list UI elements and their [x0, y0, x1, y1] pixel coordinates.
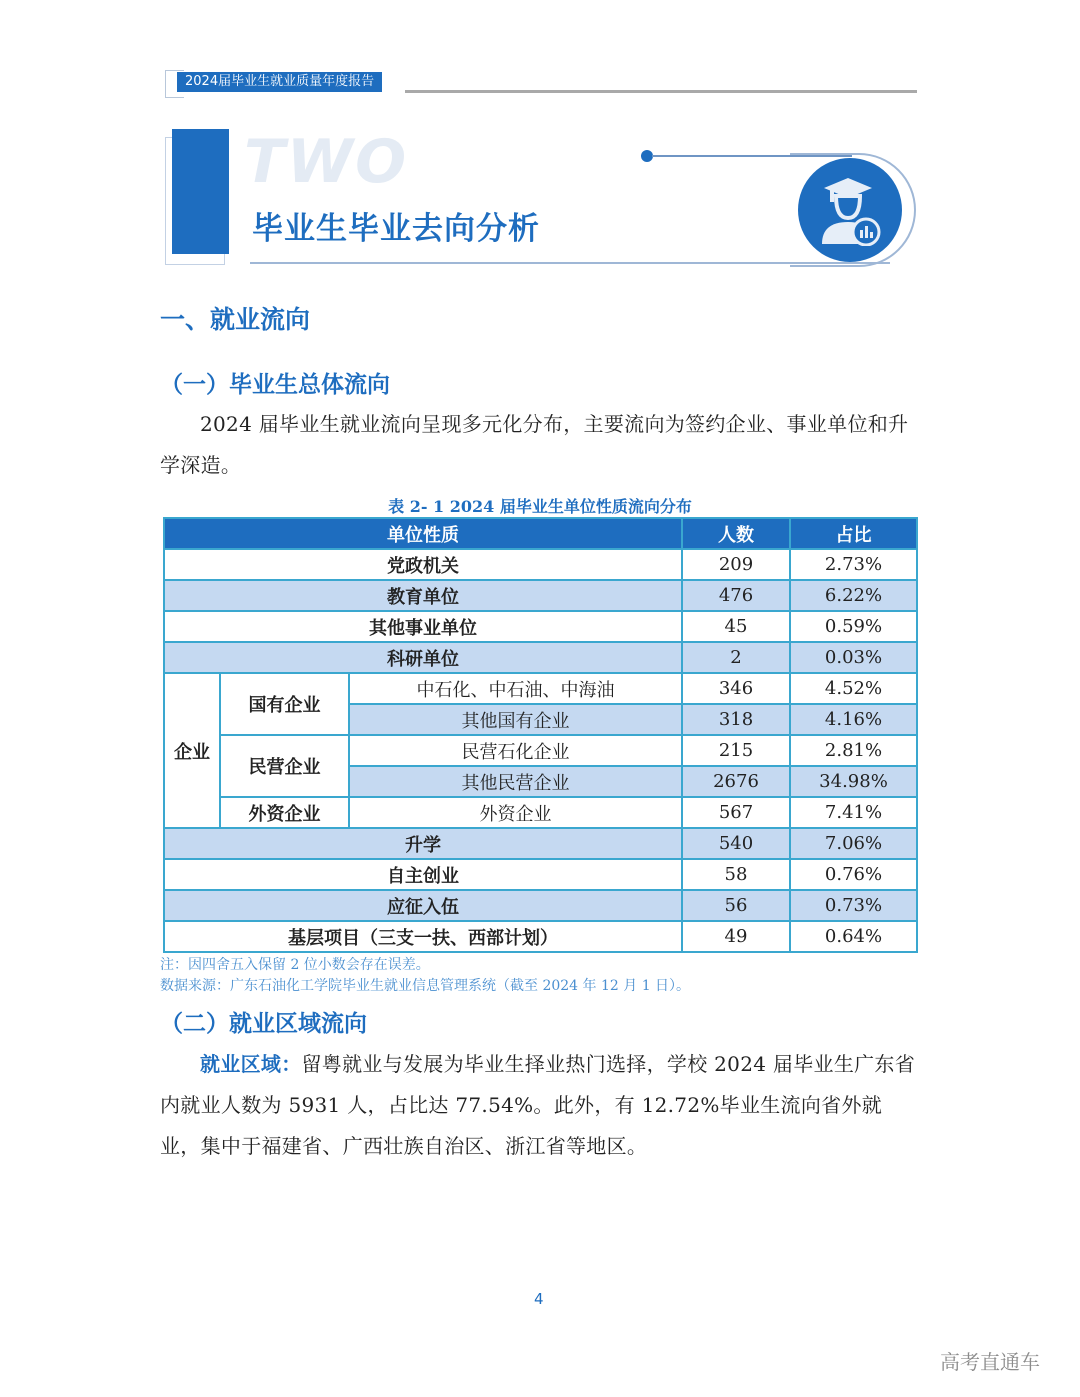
table-row: 外资企业 外资企业 567 7.41%: [164, 797, 917, 828]
table-row: 民营企业 民营石化企业 215 2.81%: [164, 735, 917, 766]
running-header: [165, 70, 917, 96]
table-row: 升学 540 7.06%: [164, 828, 917, 859]
table-row: 其他国有企业 318 4.16%: [164, 704, 917, 735]
graduate-chart-icon: [798, 158, 902, 262]
table-header-row: [164, 518, 917, 549]
table-caption: 表 2- 1 2024 届毕业生单位性质流向分布: [388, 497, 692, 516]
table-row: 科研单位 2 0.03%: [164, 642, 917, 673]
section-title: 一、就业流向: [160, 305, 311, 334]
table-row: 其他民营企业 2676 34.98%: [164, 766, 917, 797]
chapter-title: 毕业生毕业去向分析: [252, 211, 540, 247]
subsection-title-region: （二）就业区域流向: [160, 1011, 367, 1037]
table-row: 教育单位 476 6.22%: [164, 580, 917, 611]
report-title: 2024届毕业生就业质量年度报告: [177, 72, 382, 92]
col-header-pct: 占比: [790, 518, 917, 549]
region-lead: 就业区域：: [200, 1052, 302, 1076]
employment-table: [163, 517, 918, 953]
col-header-count: 人数: [682, 518, 790, 549]
table-row: 自主创业 58 0.76%: [164, 859, 917, 890]
region-text: 留粤就业与发展为毕业生择业热门选择，学校 2024 届毕业生广东省内就业人数为 5931 人，占比达 77.54%。此外，有 12.72%毕业生流向省外就业，集中于福建省、广西壮族自治区、浙江省等地区。: [160, 1052, 916, 1158]
col-header-type: 单位性质: [164, 518, 682, 549]
table-row: 应征入伍 56 0.73%: [164, 890, 917, 921]
chapter-banner: [162, 125, 922, 270]
watermark: 高考直通车: [940, 1350, 1040, 1374]
banner-block: [172, 129, 229, 254]
region-paragraph: [160, 1044, 922, 1167]
table-row: 基层项目（三支一扶、西部计划） 49 0.64%: [164, 921, 917, 952]
table-source: 数据来源：广东石油化工学院毕业生就业信息管理系统（截至 2024 年 12 月 1 日）。: [160, 978, 691, 994]
table-note: 注：因四舍五入保留 2 位小数会存在误差。: [160, 957, 430, 973]
page-number: 4: [534, 1290, 544, 1308]
table-row: 其他事业单位 45 0.59%: [164, 611, 917, 642]
chapter-number: TWO: [244, 127, 409, 197]
subsection-title-overall: （一）毕业生总体流向: [160, 372, 390, 398]
overall-paragraph: 2024 届毕业生就业流向呈现多元化分布，主要流向为签约企业、事业单位和升学深造。: [160, 412, 909, 477]
table-row: 企业 国有企业 中石化、中石油、中海油 346 4.52%: [164, 673, 917, 704]
enterprise-label: 企业: [164, 673, 220, 828]
table-row: 党政机关 209 2.73%: [164, 549, 917, 580]
header-rule: [405, 90, 917, 93]
